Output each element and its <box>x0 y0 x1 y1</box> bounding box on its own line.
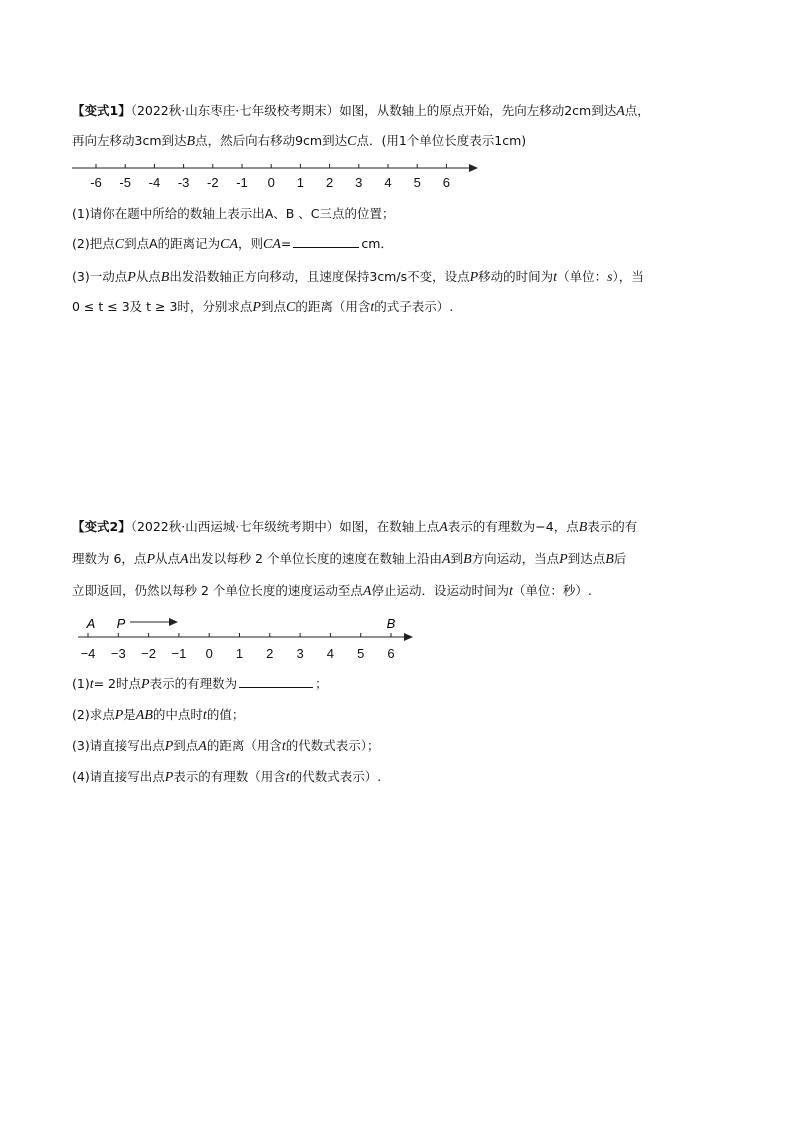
q2-label-a: A <box>86 616 96 631</box>
q1-tick-label: 0 <box>267 175 275 190</box>
q2-label-b: B <box>386 616 396 631</box>
q2-tick-label: −1 <box>171 646 187 661</box>
q2-tick-label: 6 <box>387 646 395 661</box>
q2-tick-label: −2 <box>141 646 157 661</box>
q1-number-line <box>0 158 794 208</box>
q2-part-3: (3)请直接写出点P到点A的距离（用含t的代数式表示）； <box>72 738 380 754</box>
q2-part-2: (2)求点P是AB的中点时t的值； <box>72 707 245 723</box>
q2-tick-label: 4 <box>326 646 335 661</box>
q2-tick-label: 3 <box>296 646 304 661</box>
q1-source: （2022秋·山东枣庄·七年级校考期末） <box>130 103 340 118</box>
q2-part-4: (4)请直接写出点P表示的有理数（用含t的代数式表示）. <box>72 769 382 785</box>
q1-tick-label: 4 <box>384 175 392 190</box>
q1-tick-label: -4 <box>148 175 161 190</box>
q1-tick-label: -6 <box>90 175 102 190</box>
q1-line-1: 【变式1】（2022秋·山东枣庄·七年级校考期末）如图，从数轴上的原点开始，先向左移动2cm到达A点， <box>72 103 650 119</box>
q2-answer-blank[interactable] <box>239 675 313 688</box>
q1-part-3-line-2: 0 ≤ t ≤ 3及 t ≥ 3时，分别求点P到点C的距离（用含t的式子表示）. <box>72 299 454 315</box>
q2-part-1: (1)t= 2时点P表示的有理数为 ； <box>72 676 328 692</box>
q2-tag: 【变式2】 <box>72 519 131 534</box>
q1-part-2: (2)把点C到点A的距离记为CA，则CA= cm． <box>72 236 393 252</box>
q1-part-3-line-1: (3)一动点P从点B出发沿数轴正方向移动，且速度保持3cm/s不变，设点P移动的时间为t（单位：s），当 <box>72 269 644 285</box>
q1-tick-label: -1 <box>236 175 248 190</box>
q1-tick-label: 1 <box>296 175 305 190</box>
q1-tag: 【变式1】 <box>72 103 131 118</box>
q1-tick-label: 6 <box>442 175 451 190</box>
q2-line-2: 理数为 6，点P从点A出发以每秒 2 个单位长度的速度在数轴上沿由A到B方向运动，当点P到达点B后 <box>72 551 627 567</box>
q2-tick-label: 0 <box>205 646 213 661</box>
q1-answer-blank[interactable] <box>293 235 359 248</box>
q2-number-line <box>0 608 794 664</box>
q1-tick-label: -2 <box>207 175 219 190</box>
q1-part-1: (1)请你在题中所给的数轴上表示出A、B 、C三点的位置； <box>72 206 395 221</box>
q1-tick-label: -5 <box>119 175 131 190</box>
q1-tick-label: 2 <box>325 175 334 190</box>
q2-tick-label: 1 <box>235 646 244 661</box>
q2-tick-label: 2 <box>266 646 274 661</box>
q1-line-2: 再向左移动3cm到达B点，然后向右移动9cm到达C点．(用1个单位长度表示1cm) <box>72 133 527 149</box>
q1-tick-label: 5 <box>413 175 421 190</box>
q2-label-p: P <box>116 616 126 631</box>
q2-tick-label: 5 <box>357 646 365 661</box>
q2-source: （2022秋·山西运城·七年级统考期中） <box>130 519 340 534</box>
q2-line-3: 立即返回，仍然以每秒 2 个单位长度的速度运动至点A停止运动．设运动时间为t（单位：秒）. <box>72 583 592 599</box>
q1-tick-label: -3 <box>177 175 190 190</box>
q2-tick-label: −3 <box>110 646 126 661</box>
q2-line-1: 【变式2】（2022秋·山西运城·七年级统考期中）如图，在数轴上点A表示的有理数为−4，点B表示的有 <box>72 519 638 535</box>
q2-tick-label: −4 <box>80 646 96 661</box>
q1-tick-label: 3 <box>355 175 363 190</box>
